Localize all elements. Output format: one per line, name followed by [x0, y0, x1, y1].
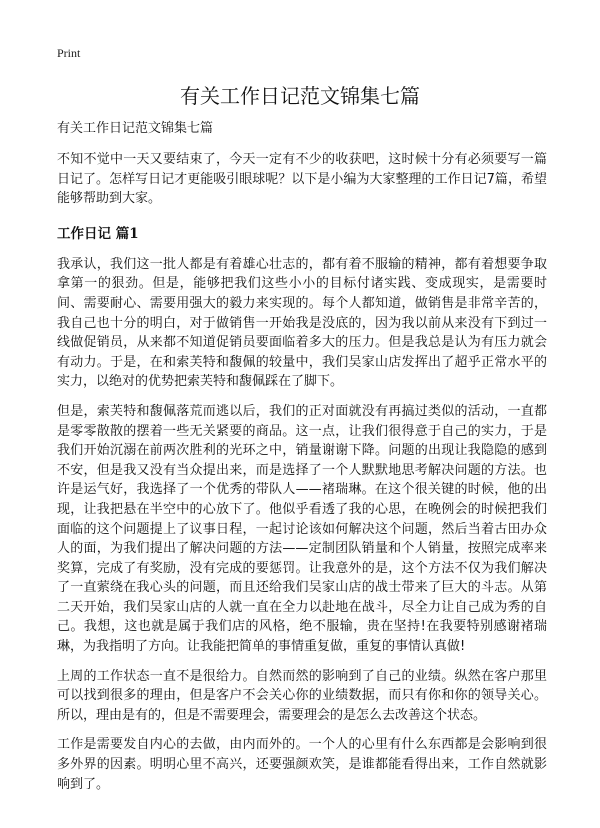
section-heading: 工作日记 篇1	[57, 225, 139, 242]
intro-paragraph: 不知不觉中一天又要结束了，今天一定有不少的收获吧，这时候十分有必须要写一篇日记了。怎样写日记才更能吸引眼球呢？以下是小编为大家整理的工作日记7篇，希望能够帮助到大家。	[57, 152, 547, 207]
document-subtitle: 有关工作日记范文锦集七篇	[57, 121, 214, 136]
page-title: 有关工作日记范文锦集七篇	[180, 84, 420, 108]
body-paragraph-4: 工作是需要发自内心的去做，由内而外的。一个人的心里有什么东西都是会影响到很多外界的因素。明明心里不高兴，还要强颜欢笑，是谁都能看得出来，工作自然就影响到了。	[57, 737, 547, 792]
body-paragraph-3: 上周的工作状态一直不是很给力。自然而然的影响到了自己的业绩。纵然在客户那里可以找到很多的理由，但是客户不会关心你的业绩数据，而只有你和你的领导关心。所以，理由是有的，但是不需要理会，需要理会的是怎么去改善这个状态。	[57, 668, 547, 723]
body-paragraph-2: 但是，索芙特和馥佩落荒而逃以后，我们的正对面就没有再搞过类似的活动，一直都是零零散散的摆着一些无关紧要的商品。这一点，让我们很得意于自己的实力，于是我们开始沉溺在前两次胜利的光环之中，销量谢谢下降。问题的出现让我隐隐的感到不安，但是我又没有当众提出来，而是选择了一个人默默地思考解决问题的方法。也许是运气好，我选择了一个优秀的带队人——褚瑞琳。在这个很关键的时候，他的出现，让我把悬在半空中的心放下了。他似乎看透了我的心思，在晚例会的时候把我们面临的这个问题提上了议事日程，一起讨论该如何解决这个问题，然后当着古田办众人的面，为我们提出了解决问题的方法——定制团队销量和个人销量，按照完成率来奖算，完成了有奖励，没有完成的要惩罚。让我意外的是，这个方法不仅为我们解决了一直萦绕在我心头的问题，而且还给我们吴家山店的战士带来了巨大的斗志。从第二天开始，我们吴家山店的人就一直在全力以赴地在战斗，尽全力让自己成为秀的自己。我想，这也就是属于我们店的风格，绝不服输，贵在坚持!在我要特别感谢褚瑞琳，为我指明了方向。让我能把简单的事情重复做，重复的事情认真做!	[57, 403, 547, 655]
document-body	[57, 120, 547, 804]
print-link[interactable]: Print	[57, 46, 81, 60]
body-paragraph-1: 我承认，我们这一批人都是有着雄心壮志的，都有着不服输的精神，都有着想要争取拿第一的狠劲。但是，能够把我们这些小小的目标付诸实践、变成现实，是需要时间、需要耐心、需要用强大的毅力来实现的。每个人都知道，做销售是非常辛苦的，我自己也十分的明白，对于做销售一开始我是没底的，因为我以前从来没有下到过一线做促销员，从来都不知道促销员要面临着多大的压力。但是我总是认为有压力就会有动力。于是，在和索芙特和馥佩的较量中，我们吴家山店发挥出了超乎正常水平的实力，以绝对的优势把索芙特和馥佩踩在了脚下。	[57, 256, 547, 390]
